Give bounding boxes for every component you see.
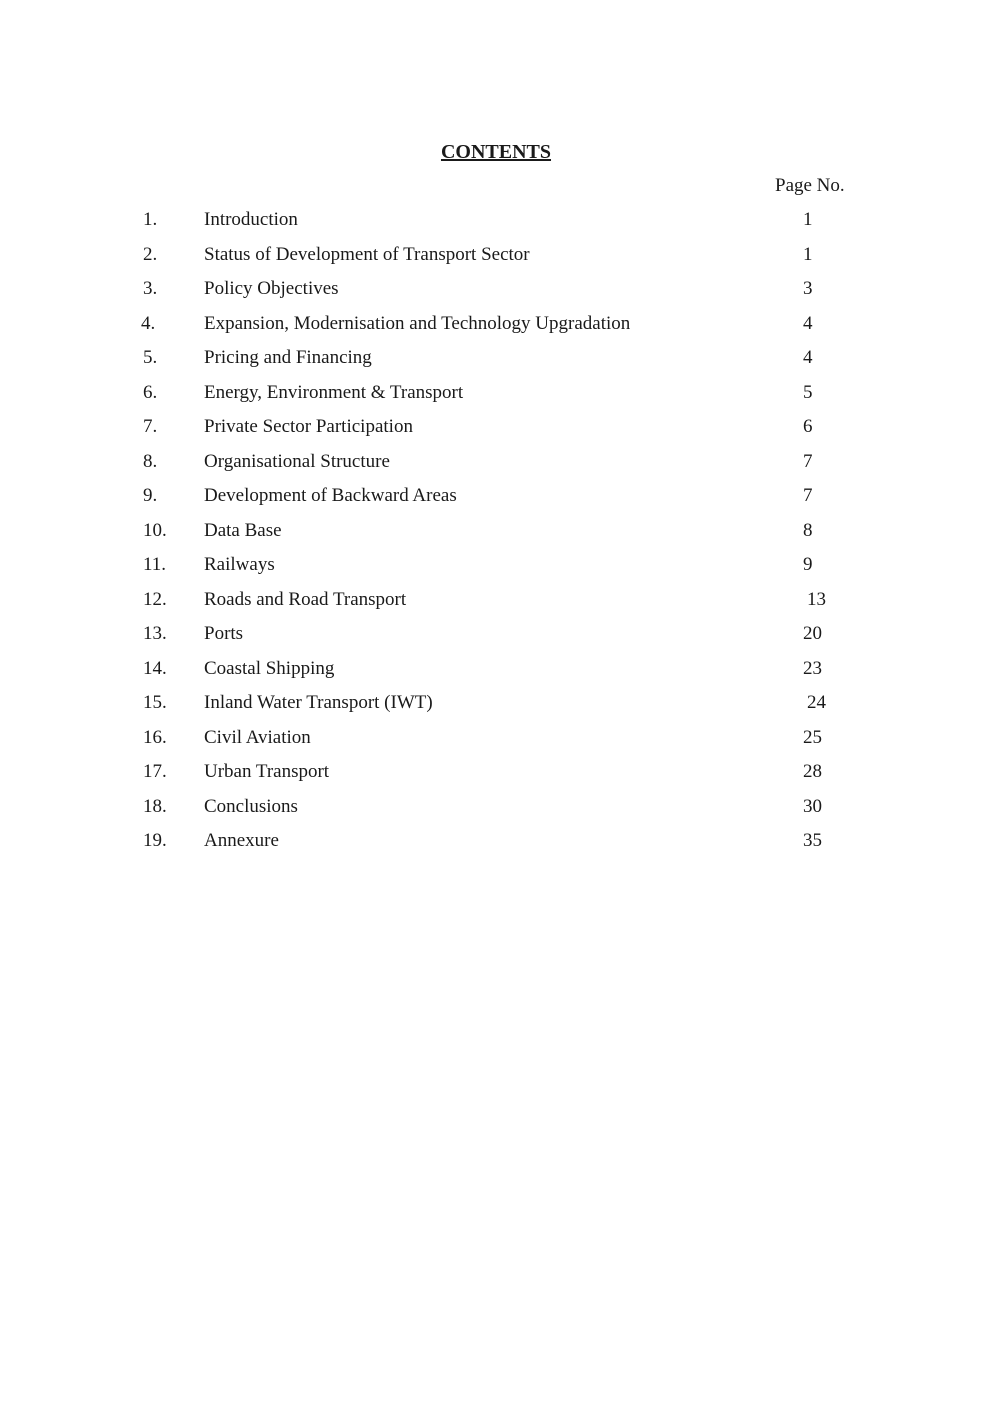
toc-entry-title: Inland Water Transport (IWT): [204, 692, 433, 713]
toc-entry: [0, 449, 992, 484]
toc-entry-title: Data Base: [204, 519, 282, 541]
toc-entry: [0, 552, 992, 587]
toc-entry-number: 18.: [143, 795, 167, 817]
toc-entry-page: 1: [803, 243, 813, 265]
toc-entry: [0, 380, 992, 415]
toc-entry: [0, 794, 992, 829]
toc-entry-title: Development of Backward Areas: [204, 485, 457, 506]
toc-entry: [0, 518, 992, 553]
toc-entry-title: Railways: [204, 554, 275, 575]
toc-entry-title: Civil Aviation: [204, 726, 311, 748]
toc-entry: [0, 207, 992, 242]
toc-entry-number: 3.: [143, 278, 158, 299]
toc-entry: [0, 587, 992, 622]
toc-entry-title: Pricing and Financing: [204, 347, 372, 368]
toc-entry: [0, 690, 992, 725]
toc-entry-title: Ports: [204, 623, 244, 644]
toc-entry: [0, 414, 992, 449]
toc-entry: [0, 759, 992, 794]
toc-entry-title: Introduction: [204, 209, 298, 230]
toc-entry-page: 8: [803, 519, 813, 541]
toc-entry-page: 20: [803, 623, 822, 644]
toc-entry-page: 30: [803, 795, 822, 817]
toc-entry-title: Energy, Environment & Transport: [204, 381, 464, 403]
toc-entry-number: 17.: [143, 761, 167, 782]
toc-entry-number: 2.: [143, 243, 158, 265]
toc-entry-page: 3: [803, 278, 813, 299]
toc-entry-title: Coastal Shipping: [204, 657, 335, 679]
toc-entry-page: 13: [807, 588, 826, 610]
toc-entry-title: Policy Objectives: [204, 278, 339, 299]
toc-entry-title: Urban Transport: [204, 761, 330, 782]
toc-entry-number: 13.: [143, 623, 167, 644]
toc-entry-title: Private Sector Participation: [204, 416, 413, 437]
page-number-column-heading: Page No.: [775, 175, 845, 196]
toc-entry-number: 8.: [143, 450, 158, 472]
toc-entry-title: Expansion, Modernisation and Technology Upgradation: [204, 312, 631, 334]
toc-entry-number: 11.: [143, 554, 167, 575]
toc-entry-number: 14.: [143, 657, 167, 679]
toc-entry-page: 23: [803, 657, 822, 679]
toc-entry-page: 4: [803, 347, 813, 368]
toc-entry: [0, 828, 992, 863]
toc-entry: [0, 311, 992, 346]
toc-entry-number: 9.: [143, 485, 158, 506]
toc-entry-page: 25: [803, 726, 822, 748]
toc-entry-number: 5.: [143, 347, 158, 368]
toc-entry-page: 35: [803, 830, 822, 851]
toc-entry-title: Annexure: [204, 830, 279, 851]
toc-entry-page: 5: [803, 381, 813, 403]
toc-entry-title: Status of Development of Transport Sector: [204, 243, 530, 265]
toc-entry-number: 7.: [143, 416, 158, 437]
toc-entry-page: 4: [803, 312, 813, 334]
toc-entry-page: 24: [807, 692, 826, 713]
toc-entry-title: Roads and Road Transport: [204, 588, 407, 610]
toc-entry-title: Conclusions: [204, 795, 298, 817]
toc-entry: [0, 242, 992, 277]
toc-entry-number: 1.: [143, 209, 158, 230]
toc-entry-number: 10.: [143, 519, 167, 541]
table-of-contents: [0, 207, 992, 863]
toc-entry-number: 4.: [141, 312, 156, 334]
toc-entry-page: 7: [803, 485, 813, 506]
toc-entry-number: 6.: [143, 381, 158, 403]
toc-entry-page: 28: [803, 761, 822, 782]
toc-entry-page: 7: [803, 450, 813, 472]
toc-entry: [0, 621, 992, 656]
toc-entry: [0, 483, 992, 518]
toc-entry-number: 19.: [143, 830, 167, 851]
toc-entry: [0, 345, 992, 380]
toc-entry-page: 6: [803, 416, 813, 437]
toc-entry-page: 1: [803, 209, 813, 230]
toc-entry-number: 12.: [143, 588, 167, 610]
toc-entry-number: 16.: [143, 726, 167, 748]
toc-entry-title: Organisational Structure: [204, 450, 390, 472]
page-title: CONTENTS: [440, 141, 552, 163]
toc-entry: [0, 276, 992, 311]
toc-entry-page: 9: [803, 554, 813, 575]
toc-entry-number: 15.: [143, 692, 167, 713]
toc-entry: [0, 725, 992, 760]
toc-entry: [0, 656, 992, 691]
